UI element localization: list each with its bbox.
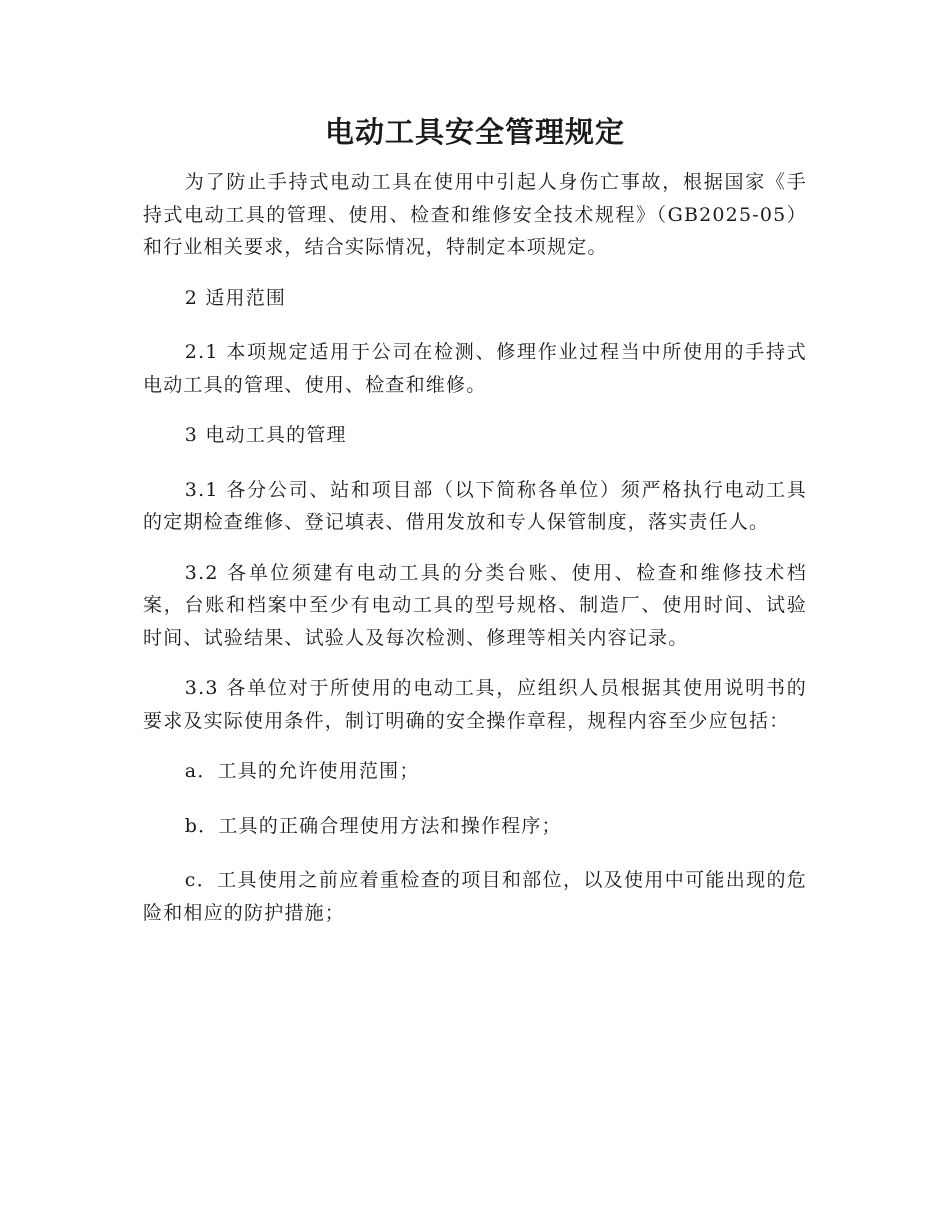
document-title: 电动工具安全管理规定: [324, 115, 625, 149]
clause-3-3: 3.3 各单位对于所使用的电动工具，应组织人员根据其使用说明书的要求及实际使用条件，制订明确的安全操作章程，规程内容至少应包括：: [143, 677, 807, 732]
clause-3-1: 3.1 各分公司、站和项目部（以下简称各单位）须严格执行电动工具的定期检查维修、登记填表、借用发放和专人保管制度，落实责任人。: [143, 478, 807, 533]
list-item-a: a．工具的允许使用范围；: [184, 760, 420, 782]
clause-3-2: 3.2 各单位须建有电动工具的分类台账、使用、检查和维修技术档案，台账和档案中至少有电动工具的型号规格、制造厂、使用时间、试验时间、试验结果、试验人及每次检测、修理等相关内容记录。: [143, 561, 807, 649]
list-item-c: c．工具使用之前应着重检查的项目和部位，以及使用中可能出现的危险和相应的防护措施；: [143, 869, 807, 924]
section-heading-management: 3 电动工具的管理: [184, 424, 347, 446]
list-item-b: b．工具的正确合理使用方法和操作程序；: [184, 814, 562, 837]
document-body: [143, 166, 807, 947]
section-heading-scope: 2 适用范围: [184, 286, 287, 309]
clause-2-1: 2.1 本项规定适用于公司在检测、修理作业过程当中所使用的手持式电动工具的管理、使用、检查和维修。: [143, 341, 807, 396]
intro-paragraph: 为了防止手持式电动工具在使用中引起人身伤亡事故，根据国家《手持式电动工具的管理、使用、检查和维修安全技术规程》（GB2025-05）和行业相关要求，结合实际情况，特制定本项规定。: [143, 171, 807, 258]
